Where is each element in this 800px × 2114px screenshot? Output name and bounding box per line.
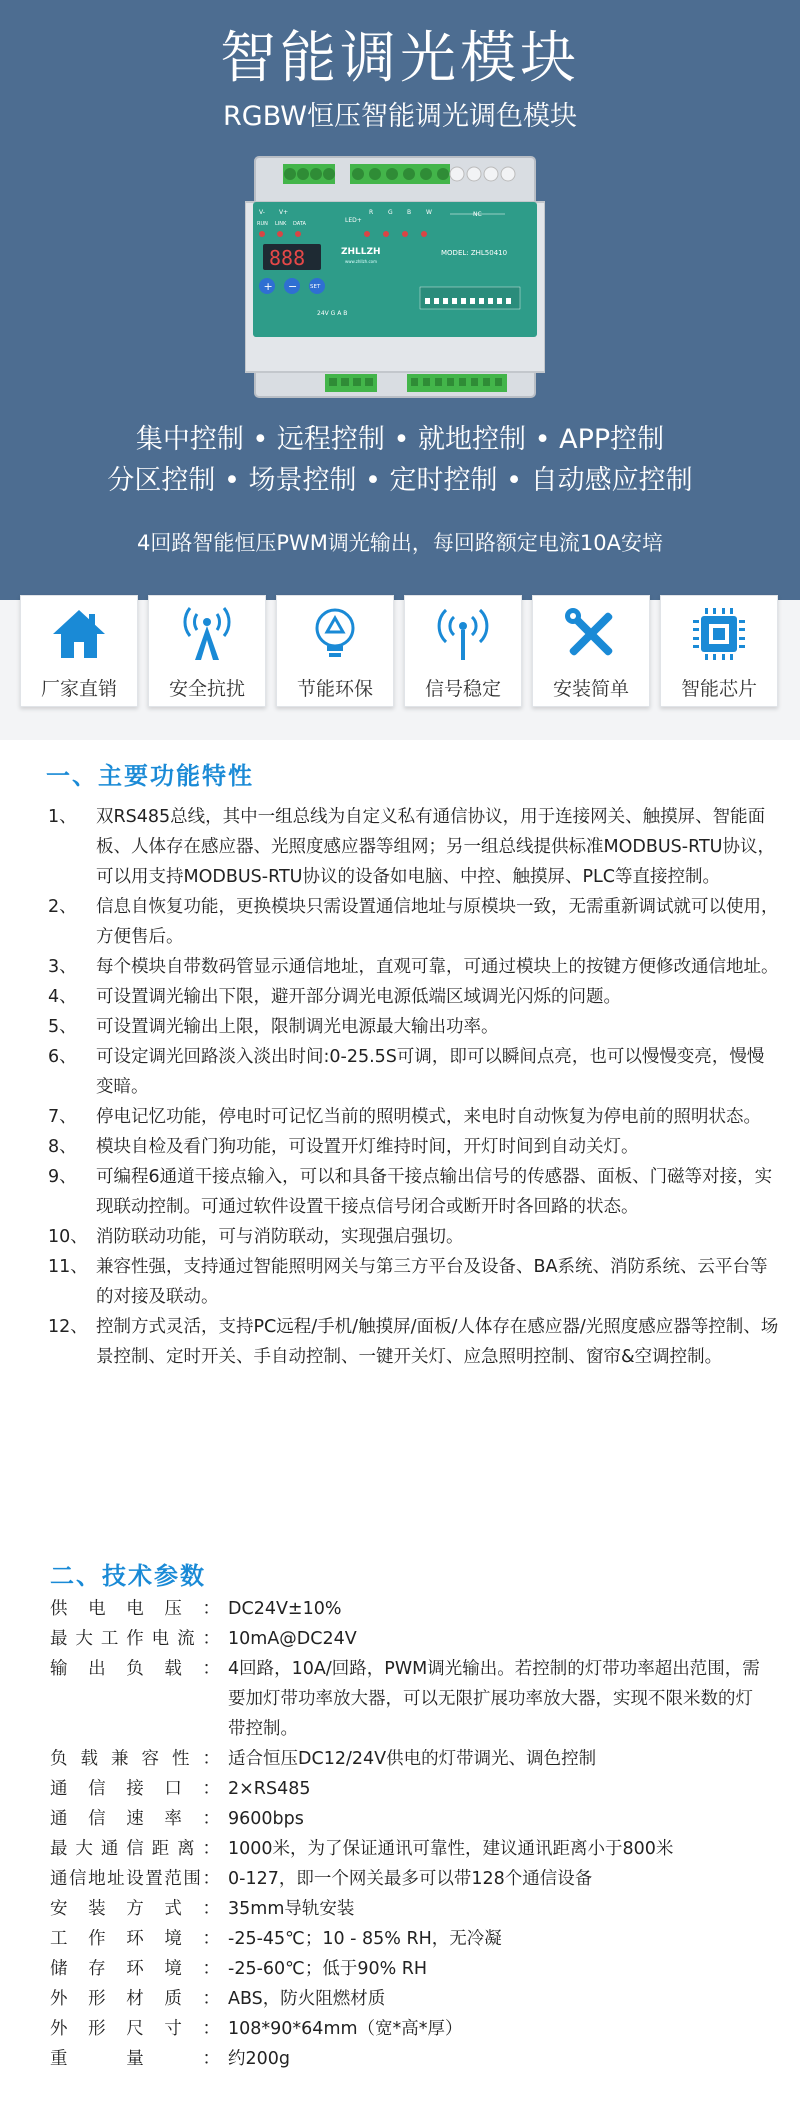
led-label-data: DATA [293,221,306,227]
chip-icon [689,604,749,664]
label-b: B [407,209,412,216]
feature-label: 节能环保 [296,678,373,700]
feature-label: 信号稳定 [424,678,501,700]
list-item: 4、 可设置调光输出下限，避开部分调光电源低端区域调光闪烁的问题。 [48,987,621,1007]
data-led [295,231,301,237]
label-v-plus: V+ [279,209,289,216]
feature-card-anti-interference [148,595,266,707]
table-row: 负载兼容性： 适合恒压DC12/24V供电的灯带调光、调色控制 [50,1749,597,1769]
feature-label: 厂家直销 [40,678,117,700]
model-label: MODEL: ZHL50410 [441,249,508,257]
led-label-run: RUN [257,221,268,227]
hero-banner [0,0,800,615]
list-item: 11、 兼容性强，支持通过智能照明网关与第三方平台及设备、BA系统、消防系统、云平台等的对接及联动。 [48,1257,768,1307]
table-row: 通信地址设置范围： 0-127，即一个网关最多可以带128个通信设备 [50,1869,593,1889]
label-r: R [369,209,374,216]
table-row: 通信接口： 2×RS485 [50,1779,311,1799]
list-item: 8、 模块自检及看门狗功能，可设置开灯维持时间，开灯时间到自动关灯。 [48,1137,639,1157]
page-subtitle: RGBW恒压智能调光调色模块 [223,101,577,132]
bottom-terminal-block-left [325,374,377,392]
feature-label: 安全抗扰 [168,678,245,700]
top-terminal-block-right [350,164,450,184]
table-row: 安装方式： 35mm导轨安装 [50,1899,355,1919]
led-label-link: LINK [275,221,287,227]
hero-control-line-1: 集中控制 • 远程控制 • 就地控制 • APP控制 [135,424,665,455]
table-row: 工作环境： -25-45℃；10 - 85% RH，无冷凝 [50,1929,502,1949]
table-row: 最大工作电流： 10mA@DC24V [50,1629,357,1649]
tools-icon [561,604,621,664]
table-row: 外形尺寸： 108*90*64mm（宽*高*厚） [50,2019,463,2039]
feature-cards [20,595,780,710]
feature-label: 安装简单 [552,678,629,700]
label-v-minus: V- [259,209,265,216]
list-item: 1、 双RS485总线，其中一组总线为自定义私有通信协议，用于连接网关、触摸屏、智能面板、人体存在感应器、光照度感应器等组网；另一组总线提供标准MODBUS-RTU协议，可以用支持MODBUS-RTU协议的设备如电脑、中控、触摸屏、PLC等直接控制。 [48,807,775,887]
label-led-plus: LED+ [345,217,362,224]
signal-icon [433,604,493,664]
hero-output-line: 4回路智能恒压PWM调光输出，每回路额定电流10A安培 [137,531,663,555]
list-item: 9、 可编程6通道干接点输入，可以和具备干接点输出信号的传感器、面板、门磁等对接，实现联动控制。可通过软件设置干接点信号闭合或断开时各回路的状态。 [48,1167,773,1217]
list-item: 2、 信息自恢复功能，更换模块只需设置通信地址与原模块一致，无需重新调试就可以使用，方便售后。 [48,897,779,947]
feature-card-easy-install [532,595,650,707]
run-led [259,231,265,237]
digit-display-value: 888 [269,246,306,270]
link-led [277,231,283,237]
table-row: 储存环境： -25-60℃；低于90% RH [50,1959,428,1979]
feature-card-factory-direct [20,595,138,707]
eco-bulb-icon [305,604,365,664]
feature-card-energy-saving [276,595,394,707]
hero-control-line-2: 分区控制 • 场景控制 • 定时控制 • 自动感应控制 [107,465,693,496]
feature-label: 智能芯片 [680,678,757,700]
params-table [50,1594,770,2074]
home-icon [49,604,109,664]
bottom-terminal-block-right [407,374,507,392]
table-row: 通信速率： 9600bps [50,1809,304,1829]
svg-text:−: − [288,280,298,293]
brand-website: www.zhllzh.com [345,259,378,264]
section-title-features: 一、主要功能特性 [46,762,254,790]
bus-label: 24V G A B [317,310,348,317]
table-row: 重量： 约200g [50,2049,291,2069]
list-item: 7、 停电记忆功能，停电时可记忆当前的照明模式，来电时自动恢复为停电前的照明状态。 [48,1107,761,1127]
feature-card-smart-chip [660,595,778,707]
label-g: G [388,209,393,216]
label-w: W [426,209,432,216]
table-row: 最大通信距离： 1000米，为了保证通讯可靠性，建议通讯距离小于800米 [50,1839,674,1859]
section-title-params: 二、技术参数 [50,1562,206,1590]
feature-card-stable-signal [404,595,522,707]
dimmer-module-illustration [245,152,545,402]
svg-text:SET: SET [310,284,321,290]
table-row: 输出负载： 4回路，10A/回路，PWM调光输出。若控制的灯带功率超出范围，需要加灯带功率放大器，可以无限扩展功率放大器，实现不限米数的灯带控制。 [50,1659,760,1739]
svg-text:+: + [263,280,273,293]
list-item: 5、 可设置调光输出上限，限制调光电源最大输出功率。 [48,1017,499,1037]
features-list [40,802,780,1372]
table-row: 外形材质： ABS，防火阻燃材质 [50,1989,386,2009]
list-item: 10、 消防联动功能，可与消防联动，实现强启强切。 [48,1227,464,1247]
list-item: 3、 每个模块自带数码管显示通信地址，直观可靠，可通过模块上的按键方便修改通信地址。 [48,957,779,977]
list-item: 12、 控制方式灵活，支持PC远程/手机/触摸屏/面板/人体存在感应器/光照度感应器等控制、场景控制、定时开关、手自动控制、一键开关灯、应急照明控制、窗帘&空调控制。 [48,1317,779,1367]
signal-tower-icon [177,604,237,664]
table-row: 供电电压： DC24V±10% [50,1599,342,1619]
label-nc: NC [473,211,482,218]
top-terminal-block-left [283,164,335,184]
brand-logo: ZHLLZH [341,247,381,257]
list-item: 6、 可设定调光回路淡入淡出时间:0-25.5S可调，即可以瞬间点亮，也可以慢慢变亮，慢慢变暗。 [48,1047,765,1097]
page-title: 智能调光模块 [220,26,580,91]
